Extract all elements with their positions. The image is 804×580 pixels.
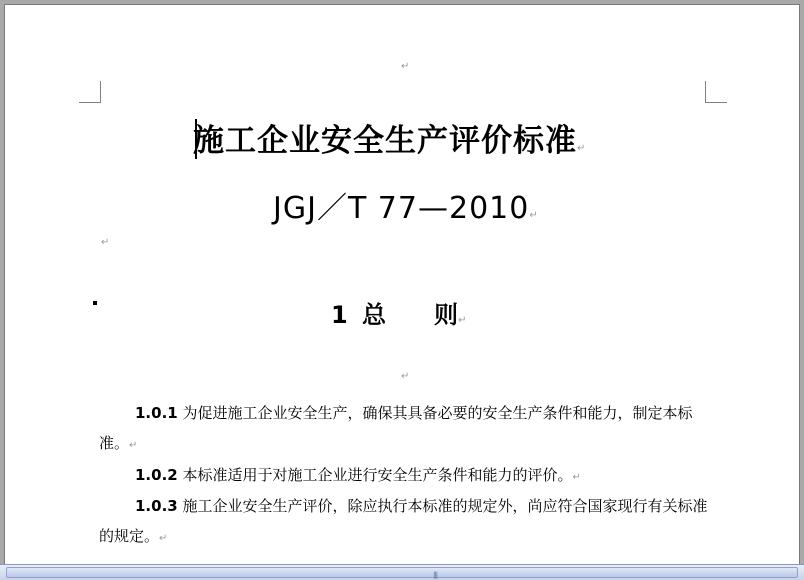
clause-text: 施工企业安全生产评价，除应执行本标准的规定外，尚应符合国家现行有关标准的规定。: [99, 497, 708, 545]
crop-mark-top-left: [79, 81, 101, 103]
paragraph-mark: ↵: [529, 210, 539, 221]
horizontal-scrollbar[interactable]: [0, 564, 804, 580]
paragraph-mark: ↵: [401, 61, 410, 72]
paragraph-mark: ↵: [577, 143, 587, 154]
title-text: 施工企业安全生产评价标准: [193, 123, 577, 159]
clause-paragraph[interactable]: [99, 491, 719, 554]
crop-mark-top-right: [705, 81, 727, 103]
clause-paragraph[interactable]: [99, 398, 719, 461]
chapter-heading[interactable]: [331, 295, 531, 330]
standard-code-text: JGJ／T 77—2010: [273, 191, 530, 226]
clause-number: 1.0.3: [135, 497, 178, 515]
scrollbar-grip-icon: |||: [433, 571, 438, 579]
clause-text: 本标准适用于对施工企业进行安全生产条件和能力的评价。: [177, 466, 573, 484]
paragraph-mark: ↵: [401, 371, 410, 382]
paragraph-mark: ↵: [129, 440, 138, 451]
paragraph-mark: ↵: [101, 237, 110, 248]
standard-code[interactable]: [273, 183, 573, 227]
paragraph-mark: ↵: [572, 472, 581, 483]
clause-number: 1.0.2: [135, 466, 178, 484]
document-page[interactable]: [4, 4, 800, 564]
clause-text: 为促进施工企业安全生产，确保其具备必要的安全生产条件和能力，制定本标准。: [99, 404, 693, 452]
paragraph-mark: ↵: [159, 533, 168, 544]
scrollbar-thumb[interactable]: [6, 567, 798, 578]
clause-number: 1.0.1: [135, 404, 178, 422]
heading-bullet-marker: [93, 301, 97, 305]
clause-paragraph[interactable]: [99, 460, 719, 493]
chapter-heading-text: 1 总 则: [331, 301, 459, 329]
document-title[interactable]: [193, 115, 633, 160]
paragraph-mark: ↵: [458, 315, 467, 326]
